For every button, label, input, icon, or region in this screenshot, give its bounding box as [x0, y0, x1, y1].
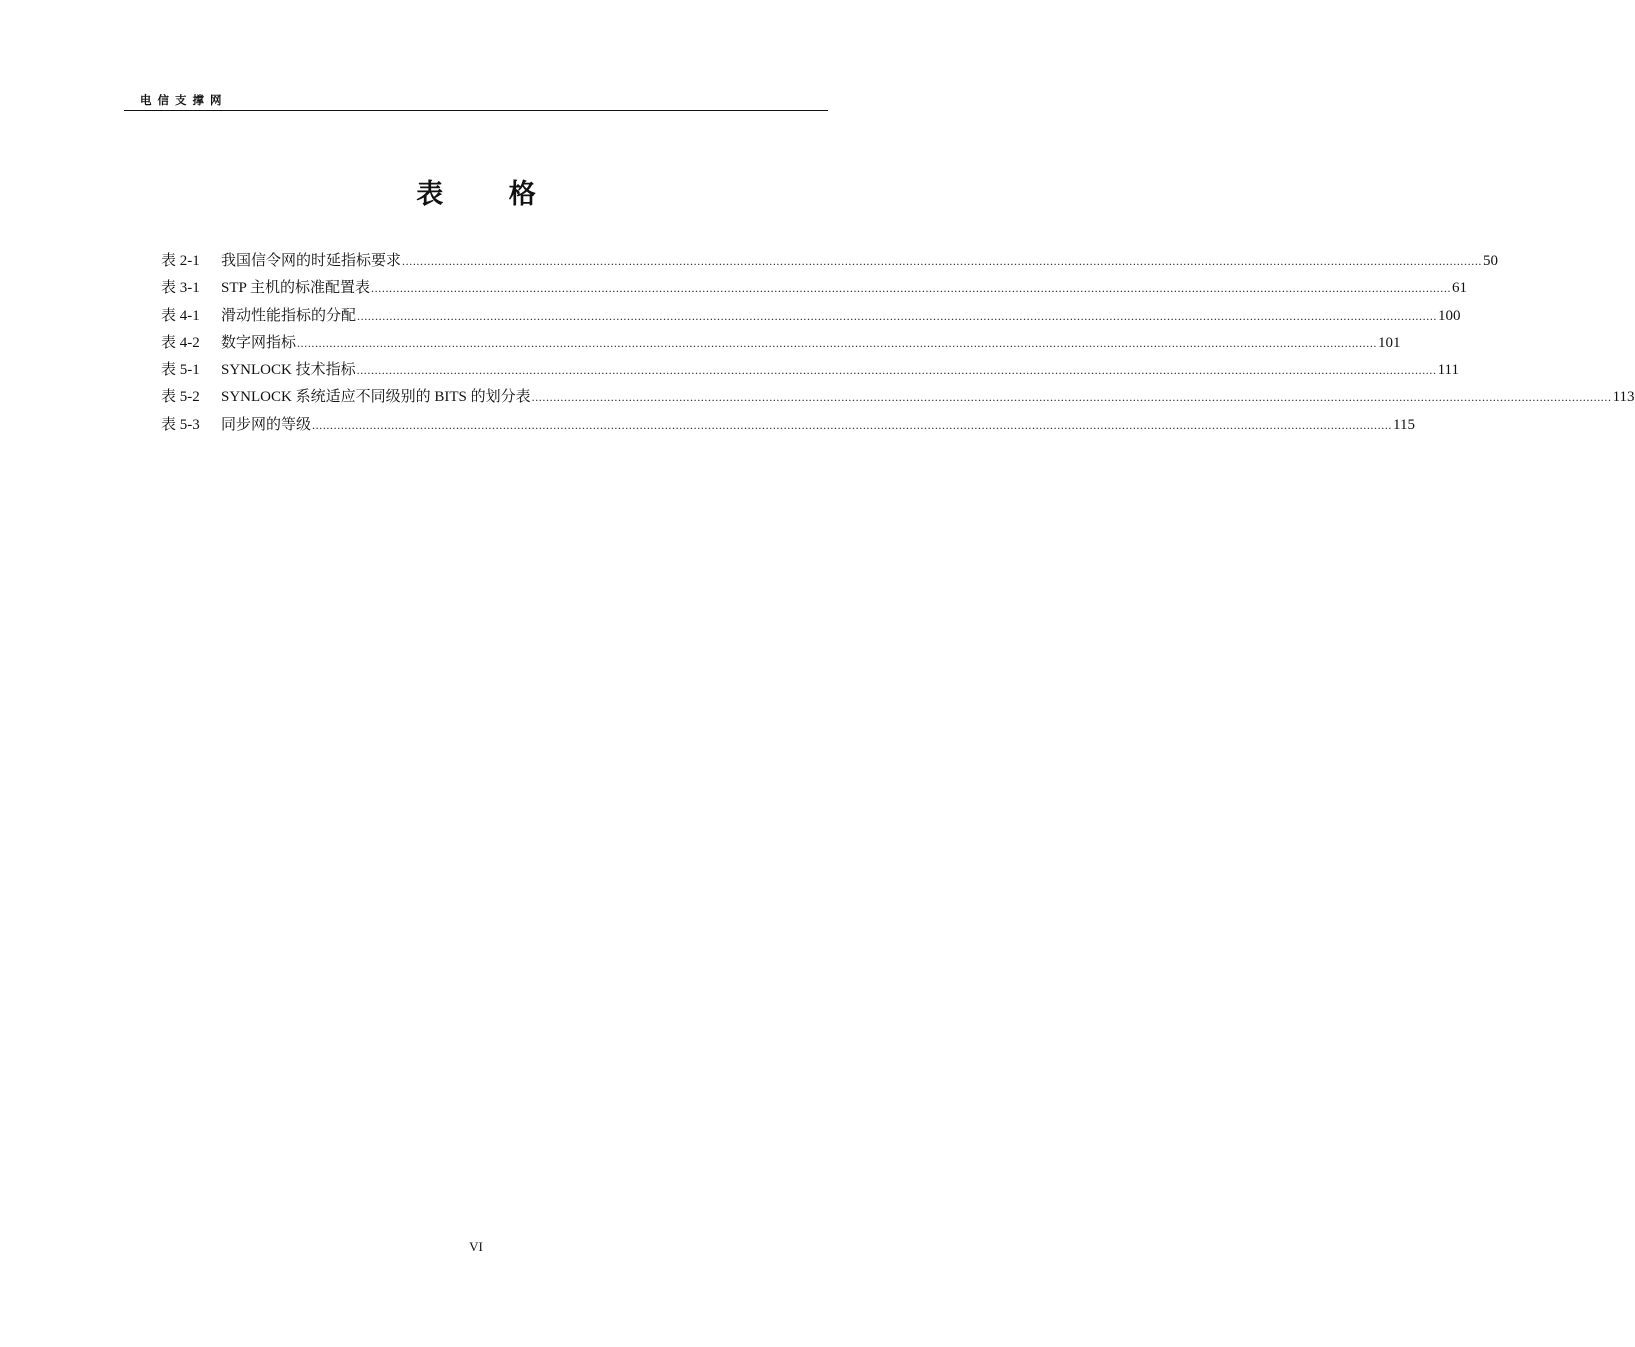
page-title: 表 格	[416, 179, 564, 210]
dot-leader: ............................................................................................................................................................................................................................................................................................................	[531, 390, 1612, 405]
dot-leader: ............................................................................................................................................................................................................................................................................................................	[371, 281, 1452, 296]
toc-entry-page: 61	[1452, 280, 1468, 297]
toc-entry[interactable]	[161, 360, 1459, 387]
toc-entry-title: 数字网指标	[221, 334, 297, 351]
toc-entry[interactable]	[161, 278, 1468, 305]
dot-leader: ............................................................................................................................................................................................................................................................................................................	[402, 254, 1483, 268]
dot-leader: ............................................................................................................................................................................................................................................................................................................	[356, 363, 1437, 378]
toc-entry-title: 滑动性能指标的分配	[221, 307, 357, 324]
toc-entry-page: 111	[1437, 362, 1459, 379]
toc-entry-page: 115	[1393, 416, 1415, 433]
toc-entry-page: 50	[1483, 253, 1499, 269]
running-header	[124, 90, 828, 111]
toc-entry[interactable]	[161, 251, 1499, 278]
toc-entry[interactable]	[161, 306, 1461, 333]
toc-entry-label: 表 5-1	[161, 362, 200, 379]
toc-entry-title: SYNLOCK 技术指标	[221, 362, 356, 379]
running-header-title: 电信支撑网	[140, 93, 228, 107]
toc-entry-title: STP 主机的标准配置表	[221, 280, 371, 297]
toc-entry-title: 同步网的等级	[221, 416, 312, 433]
dot-leader: ............................................................................................................................................................................................................................................................................................................	[357, 308, 1438, 323]
toc-entry-page: 100	[1438, 307, 1461, 324]
toc-entry-label: 表 5-2	[161, 389, 200, 406]
toc-entry[interactable]	[161, 333, 1401, 360]
page-number: VI	[469, 1239, 483, 1254]
toc-entry-label: 表 4-2	[161, 334, 200, 351]
toc-entry-title: 我国信令网的时延指标要求	[221, 253, 402, 269]
toc-entry-label: 表 3-1	[161, 280, 200, 297]
toc-entry[interactable]	[161, 415, 1415, 442]
dot-leader: ............................................................................................................................................................................................................................................................................................................	[297, 335, 1378, 350]
toc-entry-label: 表 4-1	[161, 307, 200, 324]
toc-entry-label: 表 5-3	[161, 416, 200, 433]
toc-entry[interactable]	[161, 387, 1635, 414]
table-of-tables	[161, 251, 1635, 442]
dot-leader: ............................................................................................................................................................................................................................................................................................................	[312, 417, 1393, 432]
toc-entry-page: 113	[1612, 389, 1635, 406]
toc-entry-title: SYNLOCK 系统适应不同级别的 BITS 的划分表	[221, 389, 531, 406]
toc-entry-label: 表 2-1	[161, 253, 200, 269]
toc-entry-page: 101	[1378, 334, 1401, 351]
